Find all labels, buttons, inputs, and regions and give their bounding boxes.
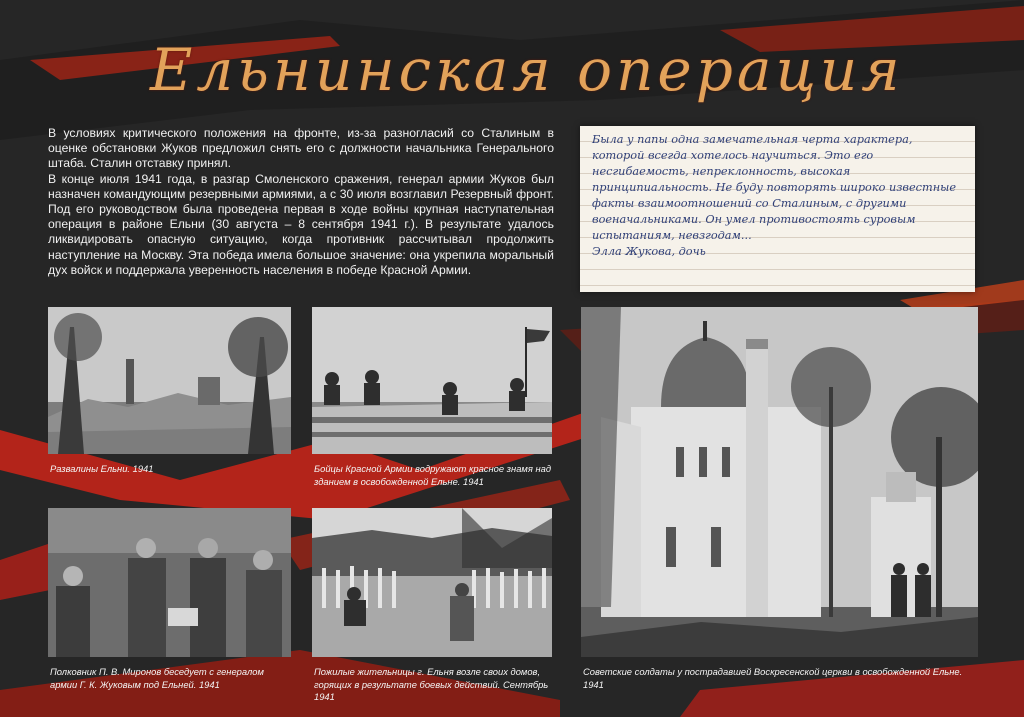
quote-text-block	[592, 132, 965, 260]
residents-photo	[312, 508, 552, 657]
quote-text: Была у папы одна замечательная черта характера, которой всегда хотелось научиться. Это его несгибаемость, непреклонность, высокая принципиальность. Не буду повторять широко известные факты взаимоотношений со Сталиным, с другими военачальниками. Он умел противостоять суровым испытаниям, невзгодам...	[592, 133, 957, 242]
officers-caption: Полковник П. В. Миронов беседует с генералом армии Г. К. Жуковым под Ельней. 1941	[50, 666, 264, 690]
residents-caption: Пожилые жительницы г. Ельня возле своих домов, горящих в результате боевых действий. Сентябрь 1941	[314, 666, 549, 702]
flag-photo	[312, 307, 552, 454]
page-title: Ельнинская операция	[150, 36, 904, 104]
officers-photo	[48, 508, 291, 657]
intro-text	[48, 126, 554, 278]
ruins-caption: Развалины Ельни. 1941	[50, 463, 154, 474]
church-caption: Советские солдаты у пострадавшей Воскресенской церкви в освобожденной Ельне. 1941	[583, 666, 963, 690]
ruins-photo	[48, 307, 291, 454]
intro-paragraph: В условиях критического положения на фронте, из-за разногласий со Сталиным в оценке обстановки Жуков предложил снять его с должности начальника Генерального штаба. Сталин отставку принял.	[48, 126, 554, 171]
church-photo	[581, 307, 978, 657]
intro-paragraph: В конце июля 1941 года, в разгар Смоленского сражения, генерал армии Жуков был назначен командующим резервными армиями, а с 30 июля возглавил Резервный фронт. Под его руководством была проведена первая в ходе войны крупная наступательная операция в районе Ельни (30 августа – 8 сентября 1941 г.). В результате удалось ликвидировать опасную ситуацию, когда противник рассчитывал продолжить наступление на Москву. Эта победа имела большое значение: она укрепила моральный дух войск и поддержала уверенность населения в победе Красной Армии.	[48, 171, 554, 277]
quote-note	[580, 126, 975, 292]
quote-signature: Элла Жукова, дочь	[592, 245, 706, 258]
flag-caption: Бойцы Красной Армии водружают красное знамя над зданием в освобожденной Ельне. 1941	[314, 463, 552, 487]
